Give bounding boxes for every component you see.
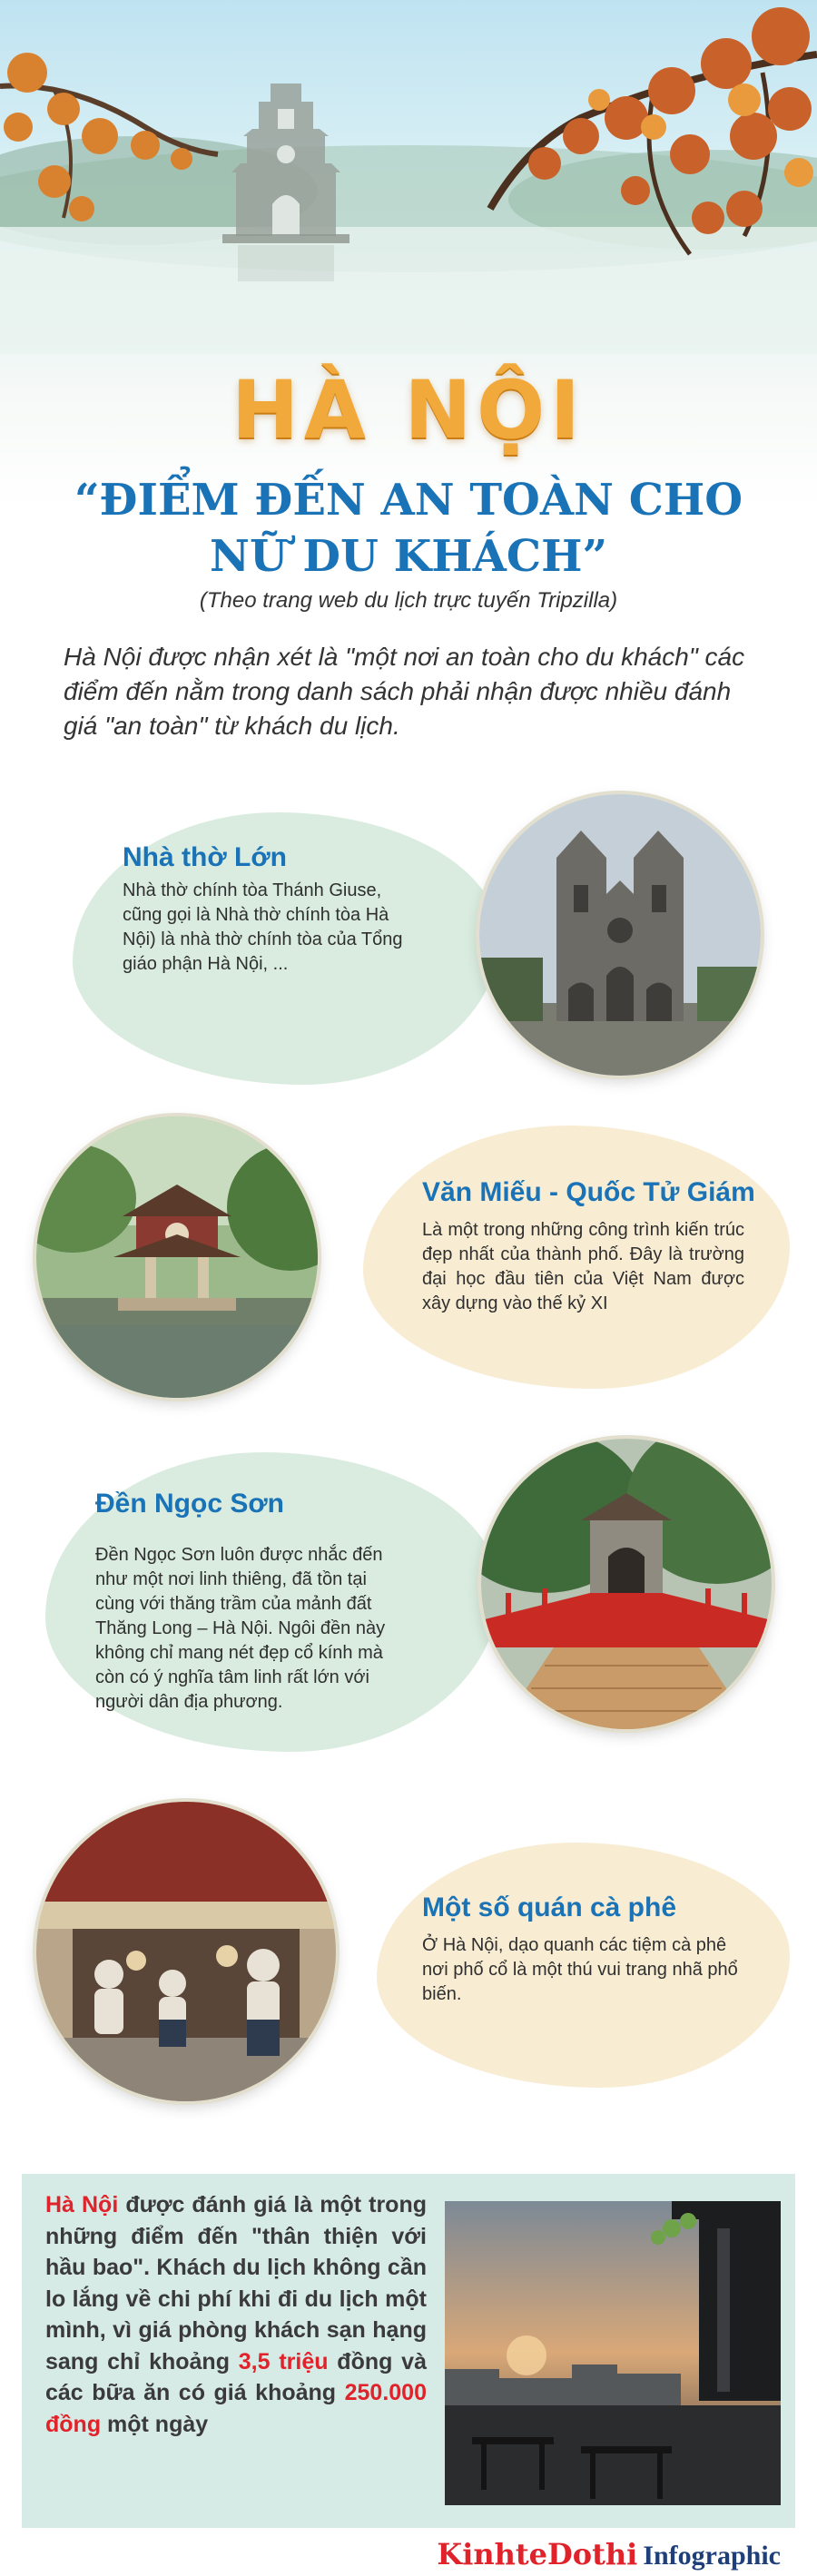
subtitle-line-1: “ĐIỂM ĐẾN AN TOÀN CHO xyxy=(74,475,743,526)
card-cafe-text: Ở Hà Nội, dạo quanh các tiệm cà phê nơi phố cổ là một thú vui trang nhã phổ biến. xyxy=(422,1935,738,2004)
page-subtitle xyxy=(54,472,763,585)
subtitle-line-2: NỮ DU KHÁCH” xyxy=(209,531,608,582)
card-temple-text: Là một trong những công trình kiến trúc đẹp nhất của thành phố. Đây là trường đại học đầu tiên của Việt Nam được xây dựng vào thế kỷ XI xyxy=(422,1220,744,1313)
hanoi-skyline-photo xyxy=(445,2201,781,2505)
brand-label: Infographic xyxy=(643,2541,781,2571)
budget-text-2: đồng và các bữa ăn có giá khoảng xyxy=(45,2348,427,2405)
page-title: HÀ NỘI xyxy=(231,363,586,457)
budget-highlight-hotel-price: 3,5 triệu xyxy=(238,2348,329,2374)
brand-logo: KinhteDothi xyxy=(437,2537,638,2571)
budget-highlight-meal-price: 250.000 đồng xyxy=(45,2380,427,2437)
cafe-photo xyxy=(36,1802,336,2101)
card-cathedral-title: Nhà thờ Lớn xyxy=(123,842,287,872)
card-ngocson-text: Đền Ngọc Sơn luôn được nhắc đến như một nơi linh thiêng, đã tồn tại cùng với thăng trầm của mảnh đất Thăng Long – Hà Nội. Ngôi đền này không chỉ mang nét đẹp cổ kính mà còn có ý nghĩa tâm linh rất lớn với người dân địa phương. xyxy=(95,1545,386,1712)
temple-of-literature-photo xyxy=(36,1116,318,1398)
budget-text-1: được đánh giá là một trong những điểm đến "thân thiện với hầu bao". Khách du lịch không cần lo lắng về chi phí khi đi du lịch một mình, vì giá phòng khách sạn hạng sang chỉ khoảng xyxy=(45,2192,427,2374)
source-note: (Theo trang web du lịch trực tuyến Tripzilla) xyxy=(199,588,618,613)
budget-text xyxy=(45,2189,427,2440)
intro-paragraph: Hà Nội được nhận xét là "một nơi an toàn cho du khách" các điểm đến nằm trong danh sách phải nhận được nhiều đánh giá "an toàn" từ khách du lịch. xyxy=(64,643,745,740)
footer-brand xyxy=(272,2537,781,2573)
card-cathedral-text: Nhà thờ chính tòa Thánh Giuse, cũng gọi là Nhà thờ chính tòa Hà Nội) là nhà thờ chính tòa của Tổng giáo phận Hà Nội, ... xyxy=(123,880,403,974)
ngoc-son-temple-photo xyxy=(481,1439,772,1729)
budget-highlight-hanoi: Hà Nội xyxy=(45,2192,119,2217)
cathedral-photo xyxy=(479,794,761,1076)
card-cafe-title: Một số quán cà phê xyxy=(422,1893,677,1922)
card-ngocson-title: Đền Ngọc Sơn xyxy=(95,1489,285,1519)
budget-text-3: một ngày xyxy=(101,2411,209,2437)
card-temple-title: Văn Miếu - Quốc Tử Giám xyxy=(422,1177,755,1207)
